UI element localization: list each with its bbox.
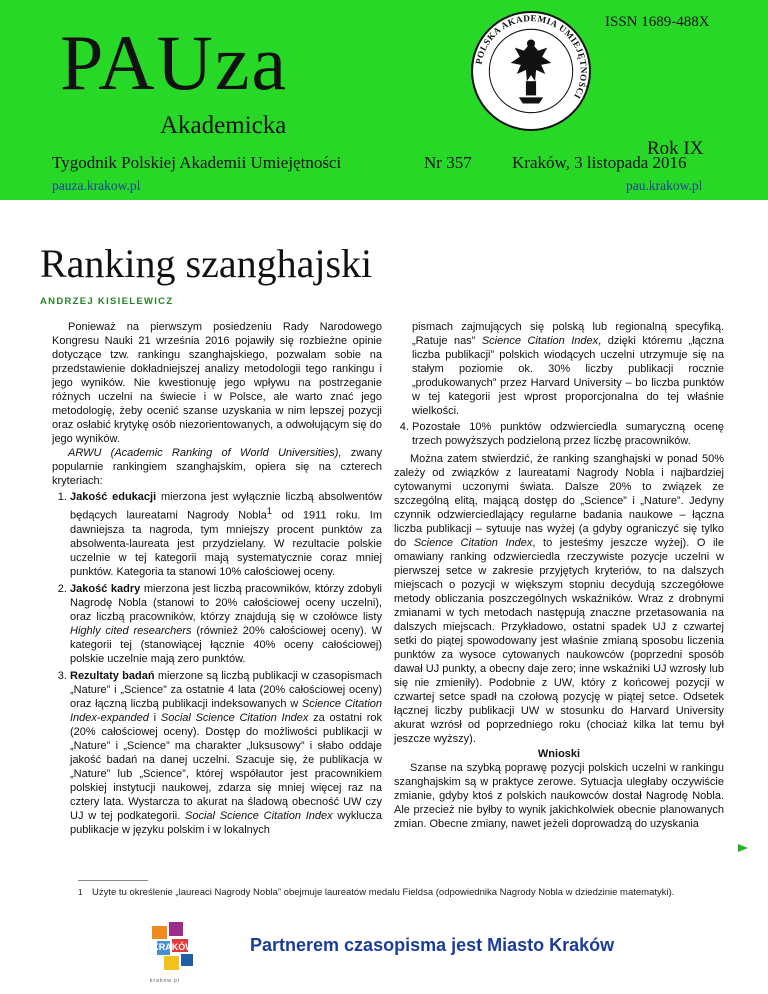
footnote-divider [78,880,148,881]
pauza-link[interactable]: pauza.krakow.pl [52,178,141,193]
right-column [394,320,724,831]
issue-date: Kraków, 3 listopada 2016 [512,153,687,172]
footnote-number: 1 [78,888,83,897]
footnote-text: Użyte tu określenie „laureaci Nagrody Nobla” obejmuje laureatów medalu Fieldsa (odpowiednika Nagrody Nobla w dziedzinie matematyki). [92,887,675,898]
svg-text:POLSKA AKADEMIA UMIEJĘTNOŚCI: POLSKA AKADEMIA UMIEJĘTNOŚCI [473,13,589,101]
journal-title: PAUza [60,19,289,106]
footnote-marker[interactable]: 1 [266,506,272,516]
arwu-term: ARWU (Academic Ranking of World Universities), [68,447,342,459]
partner-banner: Partnerem czasopisma jest Miasto Kraków [250,935,615,955]
krakow-logo-url: krakow.pl [150,978,180,984]
criterion-item: 3. Rezultaty badań mierzone są liczbą publikacji w czasopismach „Nature” i „Science” za ostatnie 4 lata (20% całościowej oceny) oraz łączną liczbą publikacji indeksowanych w Science Citation Index-expanded i Social Science Citation Index za ostatni rok (20% całościowej oceny). Dostęp do możliwości publikacji w „Nature” i „Science” ma charakter „luksusowy” i słabo oddaje jakość badań na danej uczelni. Szacuje się, że publikacja w „Nature” lub „Science”, której współautor jest pracownikiem polskiej instytucji naukowej, zdarza się mniej więcej raz na cztery lata. Wystarcza to akurat na śladową obecność UW czy UJ w tej podkategorii. Social Science Citation Index wyklucza publikacje w języku polskim i w lokalnych [70,669,382,837]
criterion-item: 2. Jakość kadry mierzona jest liczbą pracowników, którzy zdobyli Nagrodę Nobla (stanowi to 20% całościowej oceny uczelni), oraz liczbą pracowników, którzy znajdują się w czołówce listy Highly cited researchers (również 20% całościowej oceny). W kategorii tej (stanowiącej łącznie 40% oceny całościowej) polskie uczelnie mają zero punktów. [70,582,382,666]
masthead [0,0,768,200]
criteria-list [52,490,382,837]
article-title: Ranking szanghajski [40,241,373,286]
section-heading: Wnioski [537,748,581,760]
article-author: ANDRZEJ KISIELEWICZ [40,296,174,307]
criterion-item: 4. Pozostałe 10% punktów odzwierciedla sumaryczną ocenę trzech powyższych podzieloną przez liczbę pracowników. [412,420,724,448]
left-column [52,320,382,841]
criterion-continuation: pismach zajmujących się polską lub regionalną specyfiką. „Ratuje nas” Science Citation Index, dzięki któremu „łączna liczba publikacji” polskich wiodących uczelni utrzymuje się na stałym poziomie ok. 30% liczby publikacji rocznie „produkowanych” przez Harvard University – bo liczba punktów w tej kategorii jest wprost proporcjonalna do tej właśnie wielkości. [412,321,725,417]
conclusion-paragraph: Szanse na szybką poprawę pozycji polskich uczelni w rankingu szanghajskim są w praktyce zerowe. Sytuacja uległaby oczywiście zmianie, gdyby ktoś z polskich naukowców dostał Nagrodę Nobla. Ale przecież nie byłby to wynik jakichkolwiek obecnie planowanych zmian. Obecne zmiany, nawet jeżeli doprowadzą do uzyskania [394,762,724,830]
tagline: Tygodnik Polskiej Akademii Umiejętności [52,153,342,172]
criteria-list-cont [394,420,724,448]
continue-arrow-icon[interactable] [738,844,748,852]
academy-seal-logo [470,10,592,132]
analysis-paragraph: Można zatem stwierdzić, że ranking szanghajski w ponad 50% zależy od związków z laureatami Nagrody Nobla i najbardziej cytowanymi uczonymi świata. Dalsze 20% to związek ze szczególną elitą, mającą dostęp do „Science” i „Nature”. Jedyny czynnik odzwierciedlający regularne badania naukowe – łączna liczba publikacji – sytuuje nas wyżej (a gdyby ograniczyć się tylko do Science Citation Index, to jesteśmy jeszcze wyżej). O ile omawiany ranking odzwierciedla rzeczywiste pozycje uczelni w pierwszej setce w zakresie przyjętych kryteriów, to na dalszych miejscach o pozycji w większym stopniu decydują szczegółowe metody obliczania poszczególnych wskaźników. Wraz z drobnymi zmianami w tych metodach następują znaczne przetasowania na dalszych miejscach. Przykładowo, ostatni spadek UJ z czwartej setki do piątej spowodowany jest właśnie zmianą sposobu liczenia punktów za wysoce cytowanych naukowców (poprzedni sposób dawał UJ punkty, a obecny daje zero; inne wskaźniki UJ wzrosły lub się nie zmieniły). Podobnie z UW, który z końcowej pozycji w czwartej setce spadł na czołową pozycję w piątej setce. Odsetek łącznej liczby publikacji UW w stosunku do Harvard University akurat wzrósł od poprzedniego roku (chociaż kilka lat temu był jeszcze wyższy). [394,453,724,745]
volume-label: Rok IX [647,138,704,159]
journal-subtitle: Akademicka [160,112,287,139]
criterion-item: 1. Jakość edukacji mierzona jest wyłącznie liczbą absolwentów będących laureatami Nagrody Nobla$^1$ od 1911 roku. Im dawniejsza ta nagroda, tym mniejszy procent punktów za absolwenta-laureata jest przydzielany. W rezultacie polskie uczelnie w tej kategorii mają systematycznie coraz mniej punktów. Kategoria ta stanowi 10% całościowej oceny. [70,490,382,579]
issue-number: Nr 357 [424,153,472,172]
pau-link[interactable]: pau.krakow.pl [626,178,703,193]
arwu-paragraph: ARWU (Academic Ranking of World Universities), zwany popularnie rankingiem szanghajskim, opiera się na czterech kryteriach: [52,447,382,487]
svg-text:KRAKÓW: KRAKÓW [152,942,194,952]
issn: ISSN 1689-488X [605,14,710,30]
krakow-logo [148,920,198,978]
intro-paragraph: Ponieważ na pierwszym posiedzeniu Rady Narodowego Kongresu Nauki 21 września 2016 pojawiły się rozbieżne opinie dotyczące tzw. rankingu szanghajskiego, pozwalam sobie na przedstawienie dokładniejszej analizy metodologii tego rankingu i jego wyników. Nie kwestionuję jego wpływu na postrzeganie różnych uczelni na świecie i w Polsce, ale warto znać jego metodologię, żeby ocenić szanse uzyskania w nim lepszej pozycji oraz osłabić krytykę osób niezorientowanych, a odwołującym się do jego wyników. [52,321,382,445]
